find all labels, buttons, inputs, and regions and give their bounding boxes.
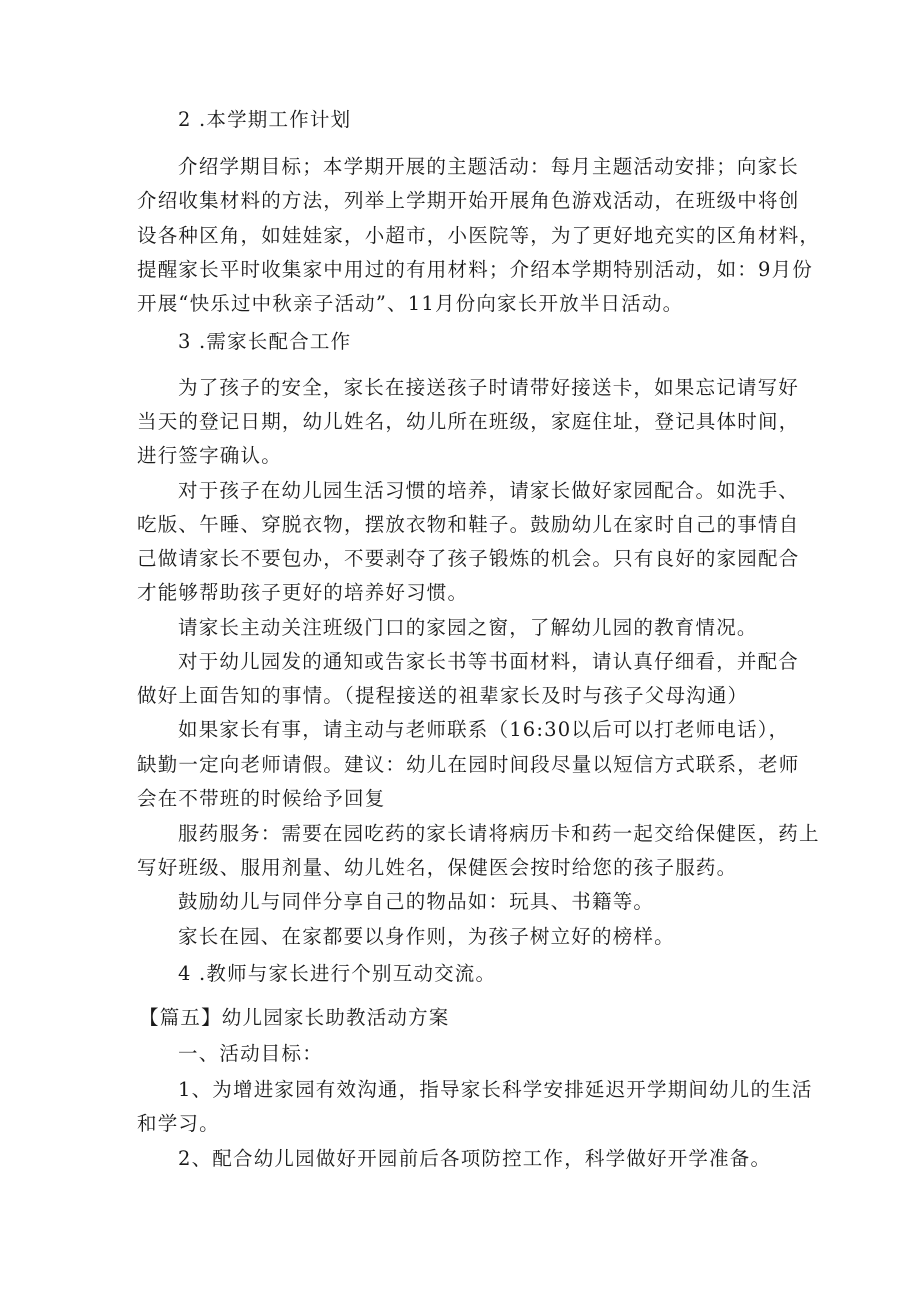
paragraph-line: 如果家长有事，请主动与老师联系（16:30以后可以打老师电话），: [178, 718, 790, 741]
list-item-goal-2: 2、配合幼儿园做好开园前后各项防控工作，科学做好开学准备。: [178, 1147, 772, 1170]
paragraph-line: 请家长主动关注班级门口的家园之窗，了解幼儿园的教育情况。: [178, 616, 758, 639]
paragraph-line: 对于孩子在幼儿园生活习惯的培养，请家长做好家园配合。如洗手、: [178, 479, 800, 502]
subheading-activity-goals: 一、活动目标：: [178, 1042, 323, 1065]
paragraph-line: 开展“快乐过中秋亲子活动”、11月份向家长开放半日活动。: [137, 292, 684, 315]
paragraph-line: 服药服务：需要在园吃药的家长请将病历卡和药一起交给保健医，药上: [178, 822, 820, 845]
section-title-part-five: 【篇五】幼儿园家长助教活动方案: [139, 1006, 450, 1029]
paragraph-line: 会在不带班的时候给予回复: [137, 787, 386, 810]
paragraph-line: 做好上面告知的事情。（提程接送的祖辈家长及时与孩子父母沟通）: [137, 684, 749, 707]
heading-individual-exchange: 4 .教师与家长进行个别互动交流。: [178, 962, 497, 985]
paragraph-line: 才能够帮助孩子更好的培养好习惯。: [137, 581, 469, 604]
paragraph-line: 提醒家长平时收集家中用过的有用材料；介绍本学期特别活动，如：9月份: [137, 258, 814, 281]
paragraph-line: 吃版、午睡、穿脱衣物，摆放衣物和鞋子。鼓励幼儿在家时自己的事情自: [137, 513, 800, 536]
paragraph-line: 介绍学期目标；本学期开展的主题活动：每月主题活动安排；向家长: [178, 155, 800, 178]
paragraph-line: 缺勤一定向老师请假。建议：幼儿在园时间段尽量以短信方式联系，老师: [137, 753, 800, 776]
list-item-goal-1: 1、为增进家园有效沟通，指导家长科学安排延迟开学期间幼儿的生活: [178, 1078, 813, 1101]
heading-parent-cooperation: 3 .需家长配合工作: [178, 330, 352, 353]
paragraph-line: 家长在园、在家都要以身作则，为孩子树立好的榜样。: [178, 925, 675, 948]
paragraph-line: 为了孩子的安全，家长在接送孩子时请带好接送卡，如果忘记请写好: [178, 376, 800, 399]
paragraph-line: 鼓励幼儿与同伴分享自己的物品如：玩具、书籍等。: [178, 890, 655, 913]
paragraph-line: 对于幼儿园发的通知或告家长书等书面材料，请认真仔细看，并配合: [178, 650, 800, 673]
heading-work-plan: 2 .本学期工作计划: [178, 108, 352, 131]
paragraph-line: 和学习。: [137, 1112, 220, 1135]
paragraph-line: 当天的登记日期，幼儿姓名，幼儿所在班级，家庭住址，登记具体时间，: [137, 410, 800, 433]
paragraph-line: 写好班级、服用剂量、幼儿姓名，保健医会按时给您的孩子服药。: [137, 856, 738, 879]
paragraph-line: 介绍收集材料的方法，列举上学期开始开展角色游戏活动，在班级中将创: [137, 189, 800, 212]
paragraph-line: 己做请家长不要包办，不要剥夺了孩子锻炼的机会。只有良好的家园配合: [137, 547, 800, 570]
paragraph-line: 进行签字确认。: [137, 444, 282, 467]
paragraph-line: 设各种区角，如娃娃家，小超市，小医院等，为了更好地充实的区角材料，: [137, 224, 821, 247]
